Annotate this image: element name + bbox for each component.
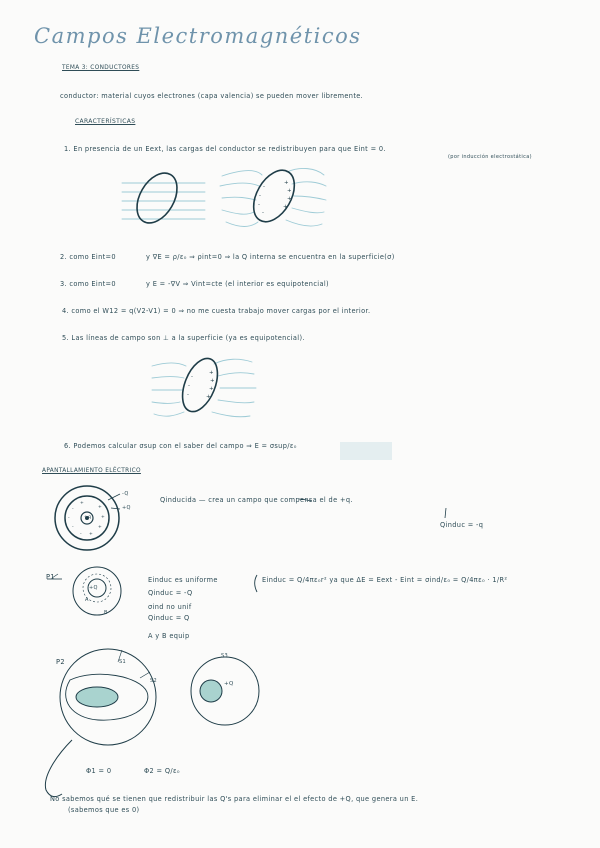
p1-line-4: Qinduc = Q xyxy=(148,614,190,622)
svg-text:-: - xyxy=(263,184,265,190)
conclusion-line-2: (sabemos que es 0) xyxy=(68,806,140,814)
svg-text:+: + xyxy=(287,196,292,202)
svg-text:+: + xyxy=(98,525,102,530)
svg-text:-: - xyxy=(188,383,190,389)
svg-text:-: - xyxy=(191,374,193,380)
fig-perpendicular-lines xyxy=(152,353,256,416)
fig-p1 xyxy=(47,567,121,615)
definition-text: conductor: material cuyos electrones (capa valencia) se pueden mover libremente. xyxy=(60,92,364,100)
p1-point-a: A xyxy=(85,597,89,603)
surface-s1-label: S1 xyxy=(119,659,127,665)
charge-inner-label: +Q xyxy=(122,505,131,511)
svg-text:-: - xyxy=(72,525,74,530)
item-1: 1. En presencia de un Eext, las cargas del conductor se redistribuyen para que Eint = 0. xyxy=(64,145,386,153)
svg-text:+: + xyxy=(101,515,105,520)
p1-line-3: σind no unif xyxy=(148,603,192,611)
charge-outer-label: -Q xyxy=(122,491,129,497)
p1-line-5: A y B equip xyxy=(148,632,190,640)
item-2-b: y ∇E = ρ/ε₀ ⇒ ρint=0 ⇒ la Q interna se encuentra en la superficie(σ) xyxy=(146,253,395,261)
svg-text:-: - xyxy=(262,210,264,216)
svg-text:+: + xyxy=(210,378,215,384)
p1-line-1: Einduc es uniforme xyxy=(148,576,218,584)
item-5: 5. Las líneas de campo son ⊥ a la superficie (ya es equipotencial). xyxy=(62,334,305,342)
fig-conductor-in-field xyxy=(122,163,326,230)
induced-charge: Qinduc = -q xyxy=(440,521,484,529)
p1-qinduc: Qinduc = -Q xyxy=(148,589,193,597)
svg-text:+: + xyxy=(209,386,214,392)
formula-highlight xyxy=(340,442,392,460)
svg-text:-: - xyxy=(80,532,82,537)
brace-mark xyxy=(445,508,446,518)
apantallamiento-heading: APANTALLAMIENTO ELÉCTRICO xyxy=(42,468,141,474)
p1-label: P1 xyxy=(46,573,55,581)
item-1-note: (por inducción electrostática) xyxy=(448,154,532,160)
point-charge-label: +q xyxy=(84,515,92,520)
p1-point-b: B xyxy=(104,610,108,616)
svg-text:-: - xyxy=(259,193,261,199)
svg-text:+: + xyxy=(206,394,211,400)
item-2-a: 2. como Eint=0 xyxy=(60,253,116,261)
surface-s3-label: S3 xyxy=(221,653,229,659)
brace-p1 xyxy=(255,575,257,592)
flux-2: Φ2 = Q/ε₀ xyxy=(144,767,180,775)
conclusion-line-1: No sabemos qué se tienen que redistribuir las Q's para eliminar el el efecto de +Q, que genera un E. xyxy=(50,795,419,803)
svg-text:+: + xyxy=(80,501,84,506)
svg-text:+: + xyxy=(284,180,289,186)
svg-text:-: - xyxy=(68,516,70,521)
item-3-b: y E = -∇V ⇒ Vint=cte (el interior es equipotencial) xyxy=(146,280,329,288)
tema-heading: TEMA 3: CONDUCTORES xyxy=(62,65,140,71)
item-4: 4. como el W12 = q(V2-V1) = 0 ⇒ no me cuesta trabajo mover cargas por el interior. xyxy=(62,307,371,315)
svg-text:+: + xyxy=(283,204,288,210)
flux-1: Φ1 = 0 xyxy=(86,767,112,775)
svg-text:+: + xyxy=(89,532,93,537)
svg-text:-: - xyxy=(72,507,74,512)
item-3-a: 3. como Eint=0 xyxy=(60,280,116,288)
page-title: Campos Electromagnéticos xyxy=(34,24,362,48)
svg-text:+: + xyxy=(209,370,214,376)
p2-charge-label: +Q xyxy=(224,681,234,687)
p1-center-charge: +Q xyxy=(89,585,98,591)
svg-text:-: - xyxy=(258,202,260,208)
svg-text:+: + xyxy=(98,505,102,510)
item-6: 6. Podemos calcular σsup con el saber del campo ⇒ E = σsup/ε₀ xyxy=(64,442,297,450)
characteristics-heading: CARACTERÍSTICAS xyxy=(75,118,136,125)
induced-explanation: Qinducida — crea un campo que compensa el de +q. xyxy=(160,496,353,504)
surface-s2-label: S2 xyxy=(150,678,158,684)
svg-text:+: + xyxy=(287,188,292,194)
p1-line-2: Einduc = Q/4πε₀r² ya que ΔE = Eext - Eint = σind/ε₀ = Q/4πε₀ · 1/R² xyxy=(262,576,508,584)
p2-label: P2 xyxy=(56,658,65,666)
svg-text:-: - xyxy=(187,392,189,398)
